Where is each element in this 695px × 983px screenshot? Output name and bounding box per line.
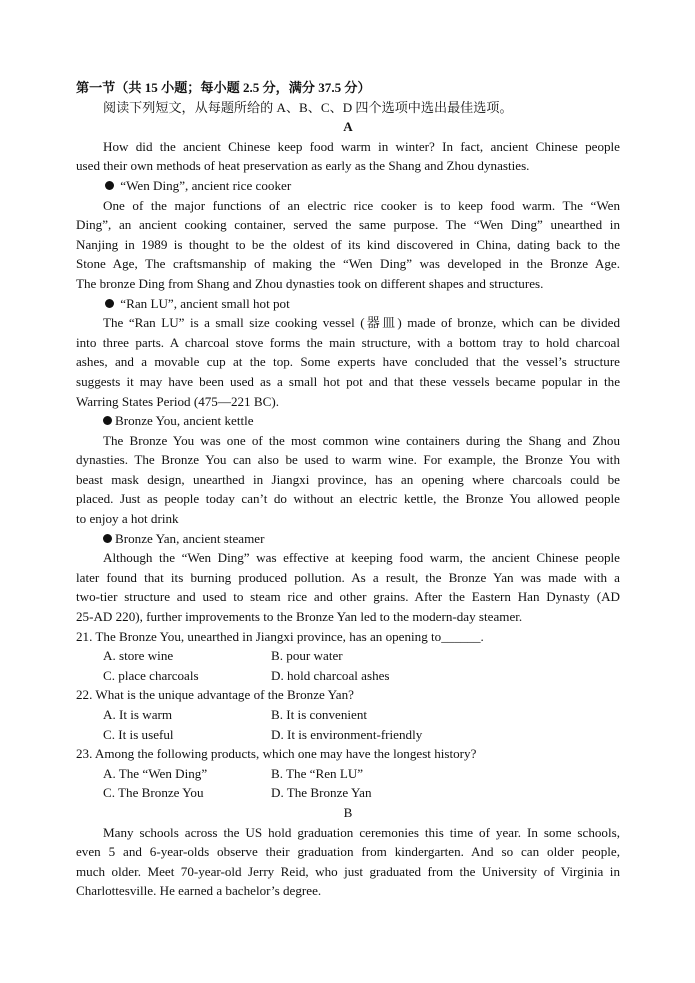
item-heading bbox=[76, 294, 620, 314]
option-d: D. It is environment-friendly bbox=[271, 726, 423, 742]
option-b: B. It is convenient bbox=[271, 707, 368, 722]
option-a: A. The “Wen Ding” bbox=[103, 765, 208, 781]
paragraph-line: dynasties. The Bronze You can also be used to warm wine. For example, the Bronze You with bbox=[76, 452, 620, 468]
question-options-row bbox=[76, 705, 620, 725]
paragraph-line: even 5 and 6-year-olds observe their graduation from kindergarten. And so can older people, bbox=[76, 844, 620, 860]
paragraph-line: suggests it may have been used as a small hot pot and that these vessels became popular in the bbox=[76, 373, 620, 389]
question-options-row bbox=[76, 646, 620, 666]
paragraph-line: Many schools across the US hold graduation ceremonies this time of year. In some schools, bbox=[103, 824, 620, 840]
option-d: D. hold charcoal ashes bbox=[271, 667, 390, 683]
paragraph-line: ashes, and a movable cup at the top. Some experts have concluded that the vessel’s structure bbox=[76, 354, 620, 370]
bullet-icon bbox=[105, 181, 114, 190]
item-heading-text: “Wen Ding”, ancient rice cooker bbox=[120, 177, 292, 193]
option-c: C. place charcoals bbox=[103, 667, 199, 683]
paragraph-line: The bronze Ding from Shang and Zhou dynasties took on different shapes and structures. bbox=[76, 275, 544, 291]
question-options-row bbox=[76, 783, 620, 803]
paragraph-line: The Bronze You was one of the most common wine containers during the Shang and Zhou bbox=[103, 432, 620, 448]
paragraph-line: beast mask design, unearthed in Jiangxi province, has an opening where charcoals could be bbox=[76, 471, 620, 487]
paragraph-line: One of the major functions of an electric rice cooker is to keep food warm. The “Wen bbox=[103, 197, 620, 213]
item-heading bbox=[76, 529, 620, 549]
passage-a-intro-line: used their own methods of heat preservation as early as the Shang and Zhou dynasties. bbox=[76, 158, 530, 174]
exam-page bbox=[76, 78, 620, 901]
passage-b-label: B bbox=[343, 804, 353, 820]
paragraph-line: The “Ran LU” is a small size cooking vessel (器皿) made of bronze, which can be divided bbox=[103, 315, 620, 331]
option-c: C. It is useful bbox=[103, 726, 174, 742]
passage-a-intro-line: How did the ancient Chinese keep food warm in winter? In fact, ancient Chinese people bbox=[103, 138, 620, 154]
option-c: C. The Bronze You bbox=[103, 785, 204, 801]
paragraph-line: Although the “Wen Ding” was effective at keeping food warm, the ancient Chinese people bbox=[103, 550, 620, 566]
item-heading bbox=[76, 176, 620, 196]
question-stem: 21. The Bronze You, unearthed in Jiangxi province, has an opening to______. bbox=[76, 628, 484, 644]
paragraph-line: Warring States Period (475—221 BC). bbox=[76, 393, 279, 409]
paragraph-line: 25-AD 220), further improvements to the Bronze Yan led to the modern-day steamer. bbox=[76, 609, 523, 625]
question-stem: 23. Among the following products, which one may have the longest history? bbox=[76, 746, 477, 762]
item-heading-text: Bronze You, ancient kettle bbox=[115, 413, 254, 429]
paragraph-line: Nanjing in 1989 is thought to be the oldest of its kind discovered in China, dating back to the bbox=[76, 236, 620, 252]
question-options-row bbox=[76, 725, 620, 745]
bullet-icon bbox=[105, 299, 114, 308]
paragraph-line: Ding”, an ancient cooking container, served the same purpose. The “Wen Ding” unearthed in bbox=[76, 217, 620, 233]
paragraph-line: into three parts. A charcoal stove forms the main structure, with a bottom tray to hold charcoal bbox=[76, 334, 620, 350]
question-stem: 22. What is the unique advantage of the Bronze Yan? bbox=[76, 687, 354, 703]
bullet-icon bbox=[103, 416, 112, 425]
bullet-icon bbox=[103, 534, 112, 543]
paragraph-line: much older. Meet 70-year-old Jerry Reid, who just graduated from the University of Virginia in bbox=[76, 863, 620, 879]
item-heading-text: Bronze Yan, ancient steamer bbox=[115, 530, 265, 546]
question-options-row bbox=[76, 764, 620, 784]
option-a: A. store wine bbox=[103, 648, 174, 664]
paragraph-line: to enjoy a hot drink bbox=[76, 511, 179, 527]
paragraph-line: placed. Just as people today can’t do without an electric kettle, the Bronze You allowed people bbox=[76, 491, 620, 507]
paragraph-line: Charlottesville. He earned a bachelor’s degree. bbox=[76, 883, 322, 899]
instruction: 阅读下列短文，从每题所给的 A、B、C、D 四个选项中选出最佳选项。 bbox=[103, 99, 513, 115]
paragraph-line: later found that its burning produced pollution. As a result, the Bronze Yan was made with a bbox=[76, 569, 620, 585]
passage-a-label: A bbox=[343, 119, 353, 135]
option-b: B. The “Ren LU” bbox=[271, 765, 364, 781]
option-b: B. pour water bbox=[271, 648, 343, 664]
item-heading-text: “Ran LU”, ancient small hot pot bbox=[120, 295, 290, 311]
question-options-row bbox=[76, 666, 620, 686]
item-heading bbox=[76, 411, 620, 431]
paragraph-line: two-tier structure and used to steam rice and other grains. After the Eastern Han Dynasty (AD bbox=[76, 589, 620, 605]
option-d: D. The Bronze Yan bbox=[271, 785, 372, 801]
paragraph-line: Stone Age, The craftsmanship of making the “Wen Ding” was developed in the Bronze Age. bbox=[76, 256, 620, 272]
section-header: 第一节（共 15 小题；每小题 2.5 分，满分 37.5 分） bbox=[76, 80, 371, 95]
option-a: A. It is warm bbox=[103, 707, 173, 722]
